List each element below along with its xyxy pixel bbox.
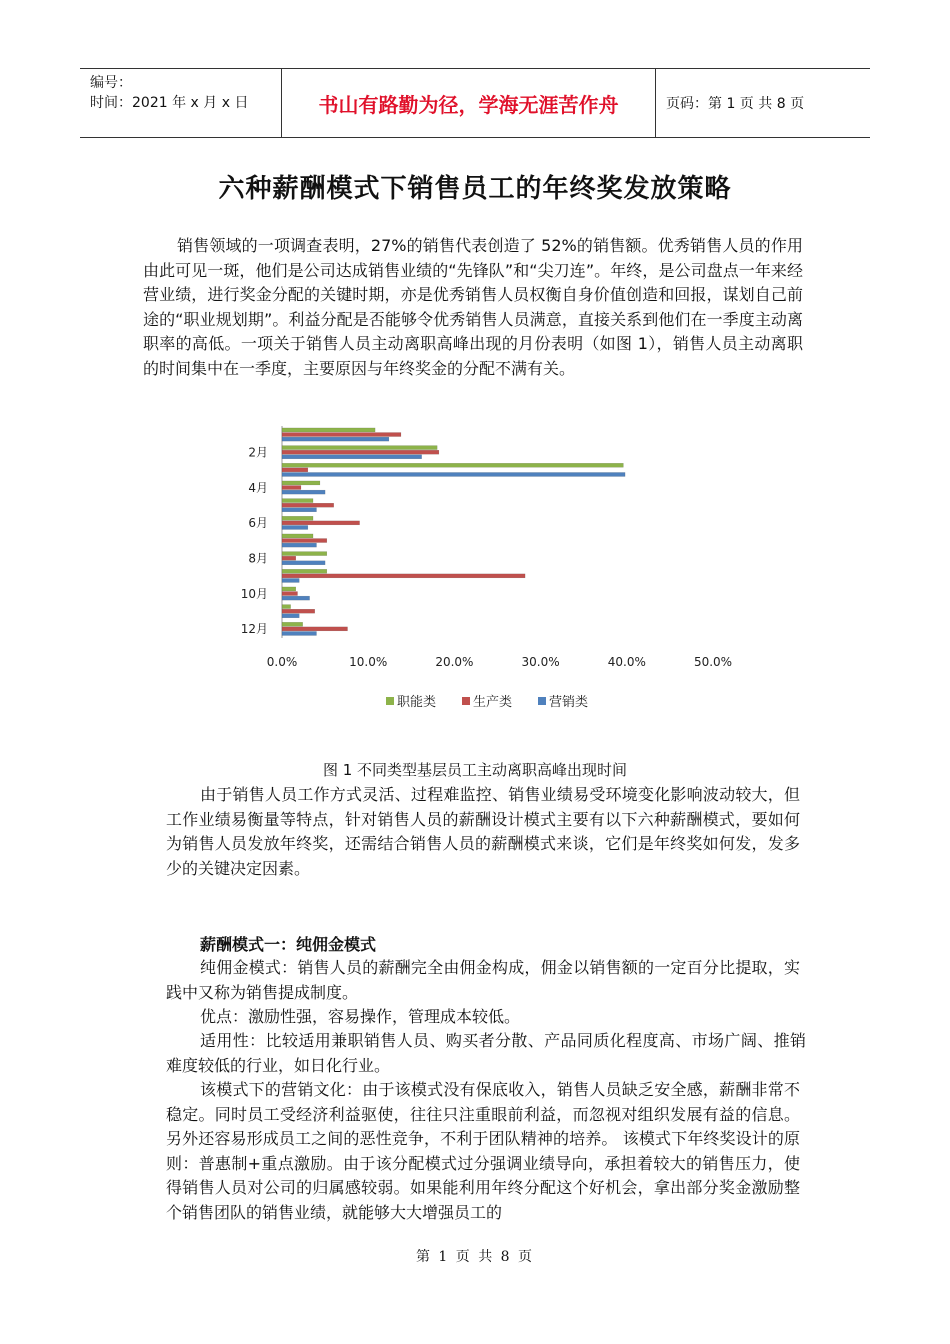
turnover-chart [228,420,748,720]
document-date: 时间：2021 年 x 月 x 日 [90,95,249,111]
y-tick-label: 8月 [248,551,268,566]
x-tick-label: 40.0% [607,655,646,669]
bar-生产类-8月 [282,556,296,560]
x-tick-label: 30.0% [521,655,560,669]
bar-生产类-7月 [282,539,327,543]
paragraph-salary-models: 由于销售人员工作方式灵活、过程难监控、销售业绩易受环境变化影响波动较大，但工作业绩易衡量等特点，针对销售人员的薪酬设计模式主要有以下六种薪酬模式，要如何为销售人员发放年终奖，还需结合销售人员的薪酬模式来谈，它们是年终奖如何发，发多少的关键决定因素。 [166,785,800,878]
bar-营销类-2月 [282,455,422,459]
bar-生产类-5月 [282,503,334,507]
y-tick-label: 2月 [248,445,268,460]
x-tick-label: 10.0% [349,655,388,669]
bar-职能类-12月 [282,622,303,626]
bar-营销类-5月 [282,508,316,512]
legend-label-营销类: 营销类 [549,695,589,710]
legend-swatch-生产类 [462,697,470,705]
legend-swatch-营销类 [538,697,546,705]
bar-职能类-6月 [282,516,313,520]
chart-svg [228,420,748,720]
bar-职能类-1月 [282,428,375,432]
paragraph-culture: 该模式下的营销文化：由于该模式没有保底收入，销售人员缺乏安全感，薪酬非常不稳定。同时员工受经济利益驱使，往往只注重眼前利益，而忽视对组织发展有益的信息。另外还容易形成员工之间的恶性竞争，不利于团队精神的培养。 该模式下年终奖设计的原则：普惠制+重点激励。由于该分配模式过分强调业绩导向，承担着较大的销售压力，使得销售人员对公司的归属感较弱。如果能利用年终分配这个好机会，拿出部分奖金激励整个销售团队的销售业绩，就能够大大增强员工的 [166,1080,800,1222]
bar-营销类-12月 [282,631,316,635]
y-tick-label: 12月 [240,622,268,637]
bar-生产类-9月 [282,574,525,578]
bar-职能类-10月 [282,587,296,591]
paragraph-applicability: 适用性：比较适用兼职销售人员、购买者分散、产品同质化程度高、市场广阔、推销难度较低的行业，如日化行业。 [166,1031,806,1075]
page-footer: 第 1 页 共 8 页 [415,1249,535,1265]
bar-营销类-4月 [282,490,325,494]
document-number-label: 编号： [90,75,132,91]
bar-职能类-8月 [282,552,327,556]
bar-职能类-3月 [282,463,623,467]
header-motto: 书山有路勤为径，学海无涯苦作舟 [282,69,656,137]
bar-职能类-2月 [282,446,437,450]
bar-营销类-9月 [282,578,299,582]
paragraph-commission-definition: 纯佣金模式：销售人员的薪酬完全由佣金构成，佣金以销售额的一定百分比提取，实践中又称为销售提成制度。 [166,958,800,1002]
bar-生产类-1月 [282,433,401,437]
x-tick-label: 20.0% [435,655,474,669]
figure-caption: 图 1 不同类型基层员工主动离职高峰出现时间 [322,761,628,779]
bar-职能类-5月 [282,499,313,503]
bar-职能类-11月 [282,605,291,609]
document-title: 六种薪酬模式下销售员工的年终奖发放策略 [218,174,732,204]
y-tick-label: 6月 [248,516,268,531]
x-tick-label: 0.0% [266,655,298,669]
bar-生产类-11月 [282,609,315,613]
y-tick-label: 10月 [240,586,268,601]
section-heading-model-1: 薪酬模式一：纯佣金模式 [200,935,377,954]
bar-营销类-8月 [282,561,325,565]
legend-label-生产类: 生产类 [473,695,513,710]
paragraph-advantages: 优点：激励性强，容易操作，管理成本较低。 [200,1007,521,1026]
legend-label-职能类: 职能类 [397,695,437,710]
bar-营销类-7月 [282,543,316,547]
bar-生产类-10月 [282,592,298,596]
bar-营销类-3月 [282,472,625,476]
header-page-info: 页码：第 1 页 共 8 页 [666,96,805,112]
y-tick-label: 4月 [248,480,268,495]
bar-生产类-6月 [282,521,360,525]
bar-职能类-4月 [282,481,320,485]
bar-营销类-6月 [282,525,308,529]
legend-swatch-职能类 [386,697,394,705]
header-meta [80,69,282,137]
bar-营销类-1月 [282,437,389,441]
bar-营销类-10月 [282,596,310,600]
bar-营销类-11月 [282,614,299,618]
bar-生产类-2月 [282,450,439,454]
bar-生产类-4月 [282,486,301,490]
paragraph-intro: 销售领域的一项调查表明，27%的销售代表创造了 52%的销售额。优秀销售人员的作用由此可见一斑，他们是公司达成销售业绩的“先锋队”和“尖刀连”。年终，是公司盘点一年来经营业绩，进行奖金分配的关键时期，亦是优秀销售人员权衡自身价值创造和回报，谋划自己前途的“职业规划期”。利益分配是否能够令优秀销售人员满意，直接关系到他们在一季度主动离职率的高低。一项关于销售人员主动离职高峰出现的月份表明（如图 1），销售人员主动离职的时间集中在一季度，主要原因与年终奖金的分配不满有关。 [143,236,803,378]
bar-生产类-3月 [282,468,308,472]
x-tick-label: 50.0% [693,655,733,669]
bar-职能类-7月 [282,534,313,538]
bar-生产类-12月 [282,627,348,631]
document-header [80,68,870,138]
bar-职能类-9月 [282,569,327,573]
